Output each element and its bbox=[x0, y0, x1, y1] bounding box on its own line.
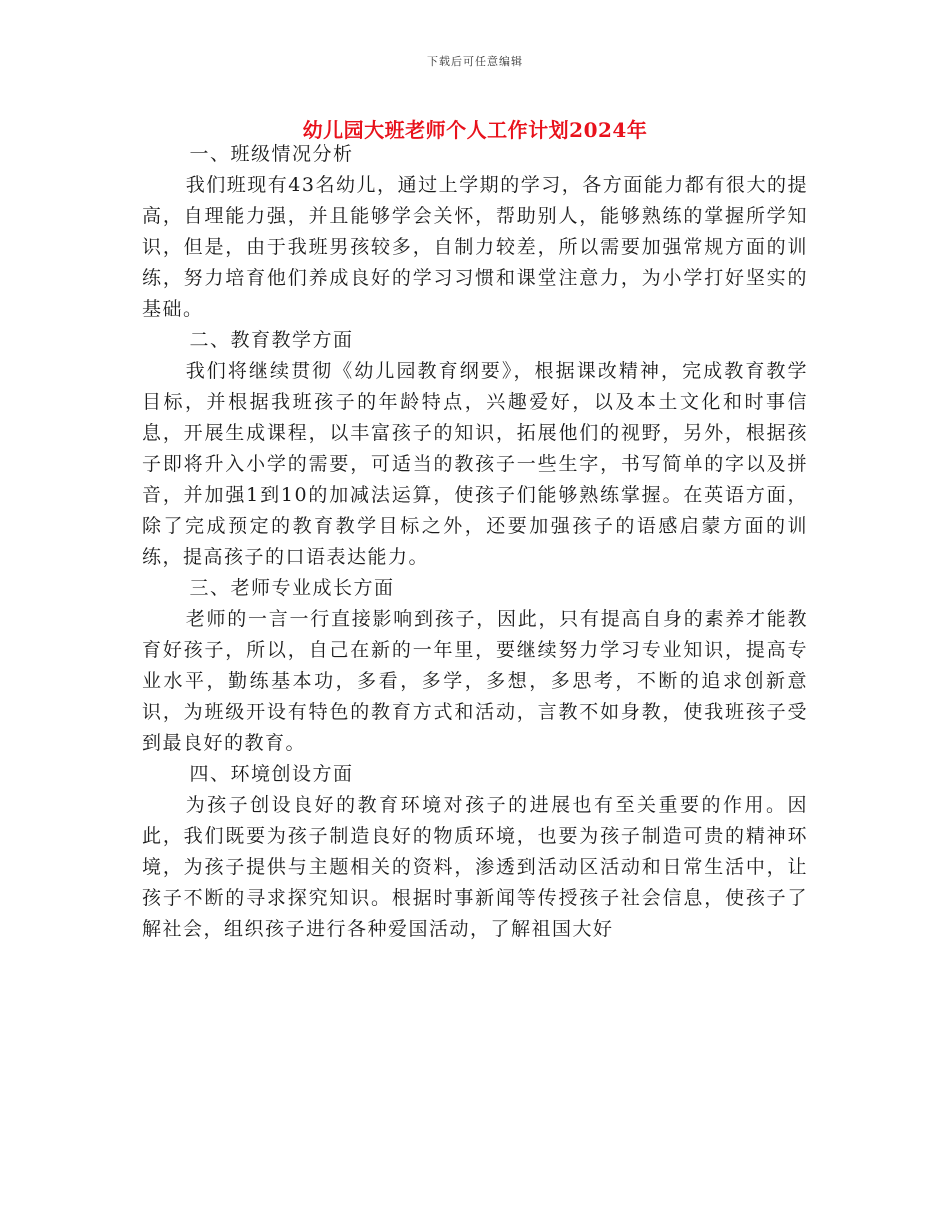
section-body-teacher-growth: 老师的一言一行直接影响到孩子，因此，只有提高自身的素养才能教育好孩子，所以，自己在新的一年里，要继续努力学习专业知识，提高专业水平，勤练基本功，多看，多学，多想，多思考，不断的追求创新意识，为班级开设有特色的教育方式和活动，言教不如身教，使我班孩子受到最良好的教育。 bbox=[142, 608, 808, 754]
section-body-environment: 为孩子创设良好的教育环境对孩子的进展也有至关重要的作用。因此，我们既要为孩子制造良好的物质环境，也要为孩子制造可贵的精神环境，为孩子提供与主题相关的资料，渗透到活动区活动和日常生活中，让孩子不断的寻求探究知识。根据时事新闻等传授孩子社会信息，使孩子了解社会，组织孩子进行各种爱国活动，了解祖国大好 bbox=[142, 794, 808, 940]
section-heading-teacher-growth: 三、老师专业成长方面 bbox=[189, 577, 395, 599]
section-heading-environment: 四、环境创设方面 bbox=[189, 763, 354, 785]
document-title: 幼儿园大班老师个人工作计划2024年 bbox=[302, 118, 648, 142]
section-heading-class-analysis: 一、班级情况分析 bbox=[189, 143, 354, 165]
section-heading-teaching: 二、教育教学方面 bbox=[189, 329, 354, 351]
section-body-class-analysis: 我们班现有43名幼儿，通过上学期的学习，各方面能力都有很大的提高，自理能力强，并且能够学会关怀，帮助别人，能够熟练的掌握所学知识，但是，由于我班男孩较多，自制力较差，所以需要加强常规方面的训练，努力培育他们养成良好的学习习惯和课堂注意力，为小学打好坚实的基础。 bbox=[142, 174, 808, 320]
download-note: 下载后可任意编辑 bbox=[427, 55, 523, 68]
section-body-teaching: 我们将继续贯彻《幼儿园教育纲要》，根据课改精神，完成教育教学目标，并根据我班孩子的年龄特点，兴趣爱好，以及本土文化和时事信息，开展生成课程，以丰富孩子的知识，拓展他们的视野，另外，根据孩子即将升入小学的需要，可适当的教孩子一些生字，书写简单的字以及拼音，并加强1到10的加减法运算，使孩子们能够熟练掌握。在英语方面，除了完成预定的教育教学目标之外，还要加强孩子的语感启蒙方面的训练，提高孩子的口语表达能力。 bbox=[142, 360, 808, 568]
document-body bbox=[142, 139, 808, 945]
